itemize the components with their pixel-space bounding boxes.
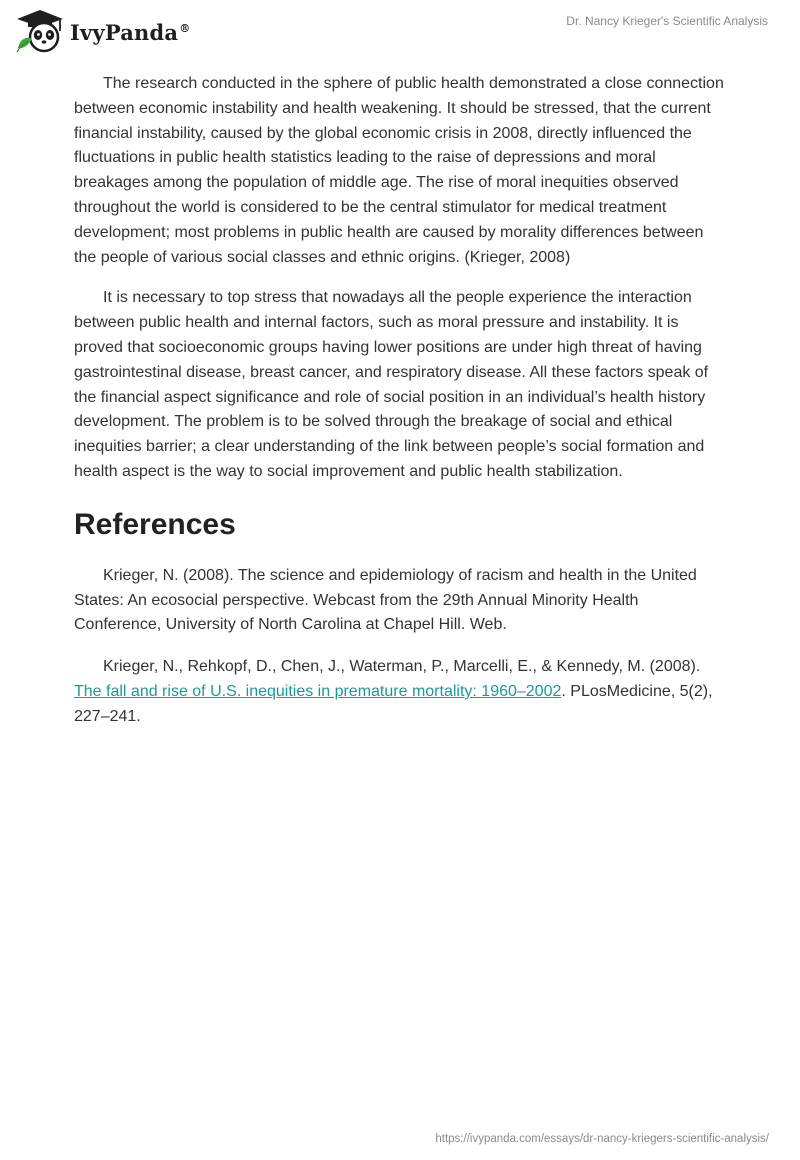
references-heading: References bbox=[74, 507, 236, 541]
brand-name: IvyPanda® bbox=[70, 19, 191, 45]
page-header bbox=[0, 0, 800, 64]
brand-logo[interactable] bbox=[14, 6, 190, 56]
reference-entry: Krieger, N. (2008). The science and epidemiology of racism and health in the United States: An ecosocial perspective. Webcast from the 29th Annual Minority Health Conference, University of North Carolina at Chapel Hill. Web. bbox=[74, 566, 697, 634]
reference-text: . PLosMedicine, 5(2), 227–241. bbox=[74, 682, 713, 725]
body-paragraph: It is necessary to top stress that nowadays all the people experience the interaction between public health and internal factors, such as moral pressure and instability. It is proved that socioeconomic groups having lower positions are under high threat of having gastrointestinal disease, breast cancer, and respiratory disease. All these factors speak of the financial aspect significance and role of social position in an individual’s health history development. The problem is to be solved through the breakage of social and ethical inequities barrier; a clear understanding of the link between people’s social formation and health aspect is the way to social improvement and public health stabilization. bbox=[74, 289, 709, 480]
reference-link[interactable]: The fall and rise of U.S. inequities in premature mortality: 1960–2002 bbox=[74, 682, 562, 700]
document-title: Dr. Nancy Krieger's Scientific Analysis bbox=[566, 14, 768, 28]
reference-entry bbox=[74, 655, 728, 729]
registered-mark: ® bbox=[179, 21, 191, 35]
body-paragraph: The research conducted in the sphere of public health demonstrated a close connection between economic instability and health weakening. It should be stressed, that the current financial instability, caused by the global economic crisis in 2008, directly influenced the fluctuations in public health statistics leading to the raise of depressions and moral breakages among the population of middle age. The rise of moral inequities observed throughout the world is considered to be the central stimulator for medical treatment development; most problems in public health are caused by morality differences between the people of various social classes and ethnic origins. (Krieger, 2008) bbox=[74, 75, 724, 266]
essay-content bbox=[74, 72, 728, 730]
panda-graduate-icon bbox=[14, 8, 66, 54]
reference-text: Krieger, N., Rehkopf, D., Chen, J., Waterman, P., Marcelli, E., & Kennedy, M. (2008). bbox=[103, 658, 701, 676]
footer-url: https://ivypanda.com/essays/dr-nancy-kriegers-scientific-analysis/ bbox=[435, 1133, 769, 1145]
